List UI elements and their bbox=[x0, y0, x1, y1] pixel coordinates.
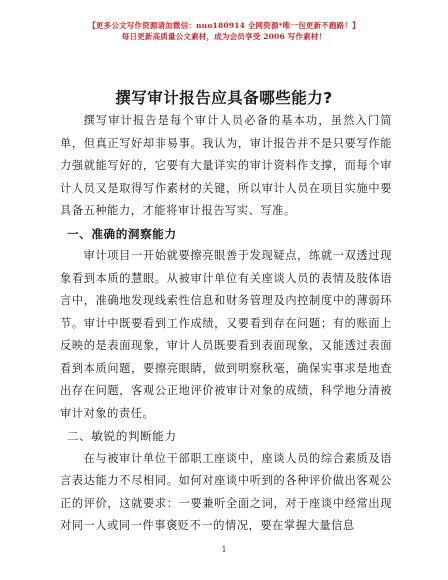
document-title: 撰写审计报告应具备哪些能力? bbox=[115, 89, 333, 107]
page-number: 1 bbox=[221, 545, 227, 554]
intro-paragraph: 撰写审计报告是每个审计人员必备的基本功，虽然入门简单，但真正写好却非易事。我认为，审计报告并不是只要写作能力强就能写好的，它要有大量详实的审计资料作支撑，而每个审计人员又是取得写作素材的关键，所以审计人员在项目实施中要具备五种能力，才能将审计报告写实、写准。 bbox=[60, 114, 392, 217]
section-heading-2: 二、敏锐的判断能力 bbox=[66, 429, 177, 443]
document-body bbox=[60, 110, 392, 538]
section-2-paragraph: 在与被审计单位干部职工座谈中，座谈人员的综合素质及语言表达能力不尽相同。如何对座谈中听到的各种评价做出客观公正的评价，这就要求：一要兼听全面之词，对于座谈中经常出现对同一人或同一件事褒贬不一的情况，要在掌握大量信息 bbox=[60, 451, 392, 532]
header-banner bbox=[0, 20, 448, 42]
banner-line-1: 【更多公文写作资源请加微信：nuo180914 全网资源*唯一包更新不跑路！】 bbox=[88, 21, 360, 30]
banner-line-2: 每日更新高质量公文素材，成为会员享受 2006 写作素材！ bbox=[121, 32, 327, 41]
section-heading-1: 一、准确的洞察能力 bbox=[66, 226, 177, 241]
section-1-paragraph: 审计项目一开始就要擦亮眼善于发现疑点，练就一双透过现象看到本质的慧眼。从被审计单位有关座谈人员的表情及肢体语言中，准确地发现线索性信息和财务管理及内控制度中的薄弱环节。审计中既要看到工作成绩，又要看到存在问题；有的账面上反映的是表面现象，审计人员既要看到表面现象，又能透过表面看到本质问题，要擦亮眼睛，做到明察秋毫，确保实事求是地查出存在问题，客观公正地评价被审计对象的成绩，科学地分清被审计对象的责任。 bbox=[60, 249, 392, 420]
